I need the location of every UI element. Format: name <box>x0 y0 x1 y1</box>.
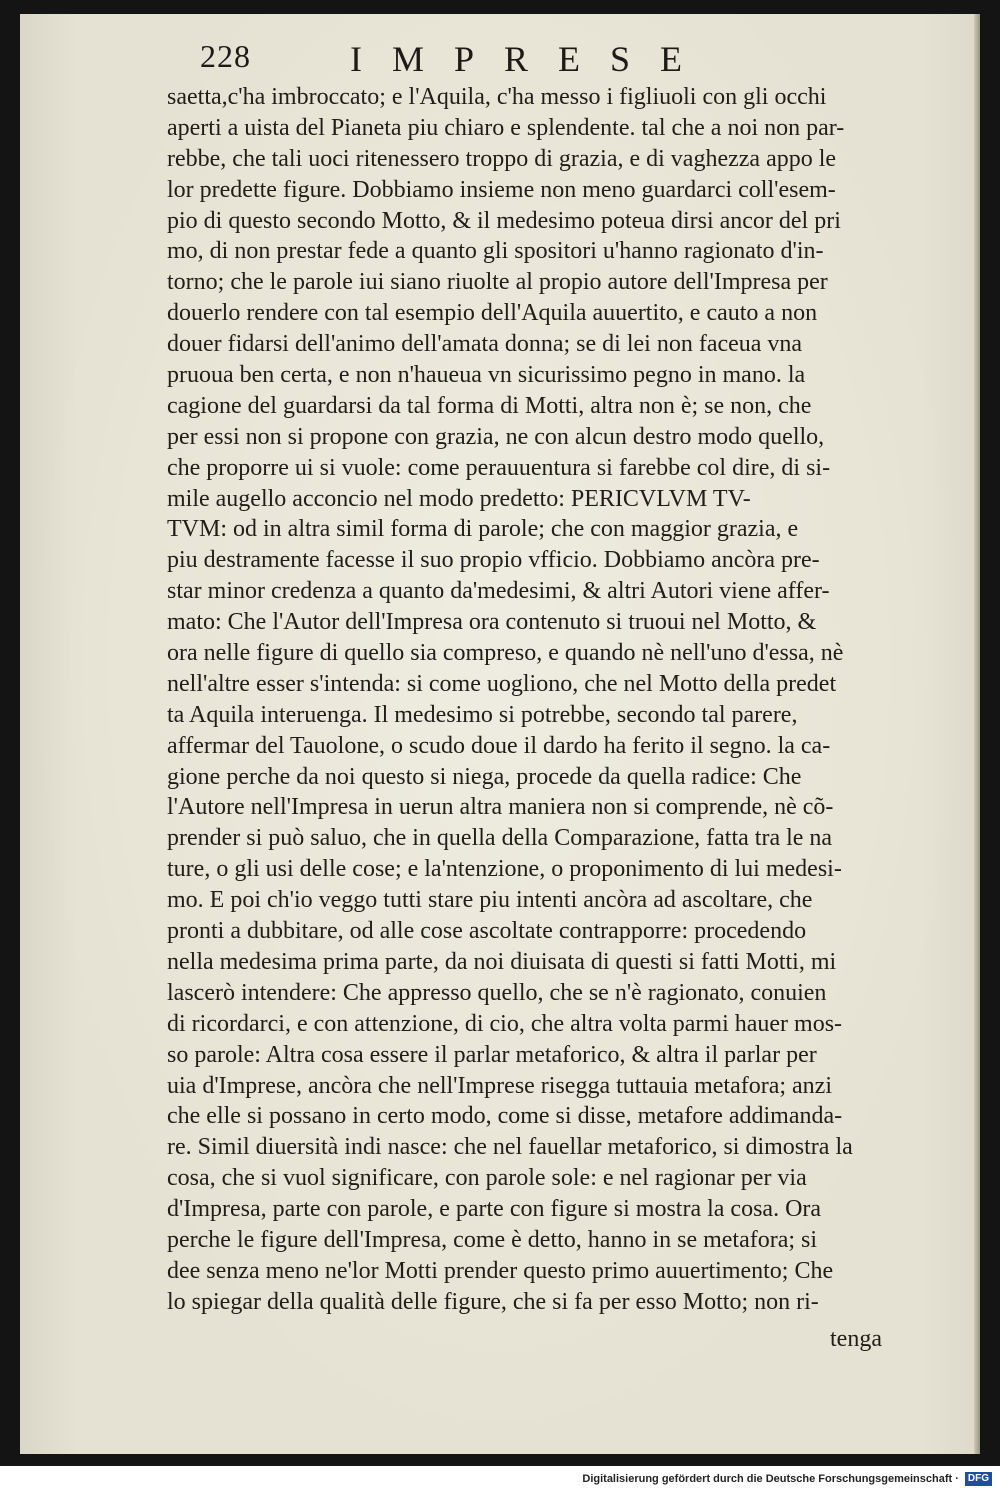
text-line: affermar del Tauolone, o scudo doue il dardo ha ferito il segno. la ca- <box>167 732 831 759</box>
body-text <box>167 82 937 1318</box>
text-line: mile augello acconcio nel modo predetto: PERICVLVM TV- <box>167 485 751 512</box>
text-line: lascerò intendere: Che appresso quello, che se n'è ragionato, conuien <box>167 979 827 1006</box>
text-line: saetta,c'ha imbroccato; e l'Aquila, c'ha messo i figliuoli con gli occhi <box>167 84 827 110</box>
text-line: pruoua ben certa, e non n'haueua vn sicurissimo pegno in mano. la <box>167 362 806 389</box>
funding-credit: Digitalisierung gefördert durch die Deutsche Forschungsgemeinschaft · <box>582 1473 959 1485</box>
text-line: nell'altre esser s'intenda: si come uogliono, che nel Motto della predet <box>167 670 837 697</box>
text-line: gione perche da noi questo si niega, procede da quella radice: Che <box>167 763 802 790</box>
text-line: nella medesima prima parte, da noi diuisata di questi si fatti Motti, mi <box>167 948 837 975</box>
text-line: ture, o gli usi delle cose; e la'ntenzione, o proponimento di lui medesi- <box>167 856 842 883</box>
running-head: IMPRESE <box>350 39 713 79</box>
text-line: pronti a dubbitare, od alle cose ascoltate contrapporre: procedendo <box>167 918 807 945</box>
footer <box>582 1471 992 1487</box>
text-line: torno; che le parole iui siano riuolte al propio autore dell'Impresa per <box>167 269 828 296</box>
catchword: tenga <box>830 1326 882 1352</box>
text-line: perche le figure dell'Impresa, come è detto, hanno in se metafora; si <box>167 1226 818 1253</box>
text-line: re. Simil diuersità indi nasce: che nel fauellar metaforico, si dimostra la <box>167 1134 853 1161</box>
text-line: star minor credenza a quanto da'medesimi, & altri Autori viene affer- <box>167 578 830 605</box>
text-line: mato: Che l'Autor dell'Impresa ora contenuto si truoui nel Motto, & <box>167 609 817 636</box>
text-line: rebbe, che tali uoci ritenessero troppo di grazia, e di vaghezza appo le <box>167 145 837 172</box>
text-line: cosa, che si vuol significare, con parole sole: e nel ragionar per via <box>167 1165 807 1192</box>
text-line: TVM: od in altra simil forma di parole; che con maggior grazia, e <box>167 516 799 543</box>
text-line: lor predette figure. Dobbiamo insieme non meno guardarci coll'esem- <box>167 176 836 203</box>
page-header <box>200 38 760 80</box>
text-line: mo. E poi ch'io veggo tutti stare piu intenti ancòra ad ascoltare, che <box>167 887 813 914</box>
page-edge <box>974 14 980 1454</box>
text-line: uia d'Imprese, ancòra che nell'Imprese risegga tuttauia metafora; anzi <box>167 1072 833 1099</box>
text-line: douerlo rendere con tal esempio dell'Aquila auuertito, e cauto a non <box>167 300 818 327</box>
text-line: lo spiegar della qualità delle figure, che si fa per esso Motto; non ri- <box>167 1288 819 1315</box>
text-line: che elle si possano in certo modo, come si disse, metafore addimanda- <box>167 1103 843 1130</box>
text-line: mo, di non prestar fede a quanto gli spositori u'hanno ragionato d'in- <box>167 238 824 265</box>
text-line: douer fidarsi dell'animo dell'amata donna; se di lei non faceua vna <box>167 331 803 358</box>
text-line: che proporre ui si vuole: come perauuentura si farebbe col dire, di si- <box>167 454 831 481</box>
dfg-logo: DFG <box>965 1472 992 1486</box>
text-line: l'Autore nell'Impresa in uerun altra maniera non si comprende, nè cõ- <box>167 794 834 821</box>
text-line: piu destramente facesse il suo propio vfficio. Dobbiamo ancòra pre- <box>167 547 820 574</box>
text-line: cagione del guardarsi da tal forma di Motti, altra non è; se non, che <box>167 392 812 419</box>
text-line: di ricordarci, e con attenzione, di cio, che altra volta parmi hauer mos- <box>167 1010 843 1037</box>
text-line: pio di questo secondo Motto, & il medesimo poteua dirsi ancor del pri <box>167 207 841 234</box>
page-number: 228 <box>200 38 251 74</box>
text-line: prender si può saluo, che in quella della Comparazione, fatta tra le na <box>167 825 833 852</box>
text-line: aperti a uista del Pianeta piu chiaro e splendente. tal che a noi non par- <box>167 114 845 141</box>
text-line: so parole: Altra cosa essere il parlar metaforico, & altra il parlar per <box>167 1041 817 1068</box>
text-line: ora nelle figure di quello sia compreso, e quando nè nell'uno d'essa, nè <box>167 640 844 667</box>
text-line: d'Impresa, parte con parole, e parte con figure si mostra la cosa. Ora <box>167 1196 822 1223</box>
text-line: dee senza meno ne'lor Motti prender questo primo auuertimento; Che <box>167 1257 834 1284</box>
text-line: ta Aquila interuenga. Il medesimo si potrebbe, secondo tal parere, <box>167 701 798 728</box>
text-line: per essi non si propone con grazia, ne con alcun destro modo quello, <box>167 423 825 450</box>
